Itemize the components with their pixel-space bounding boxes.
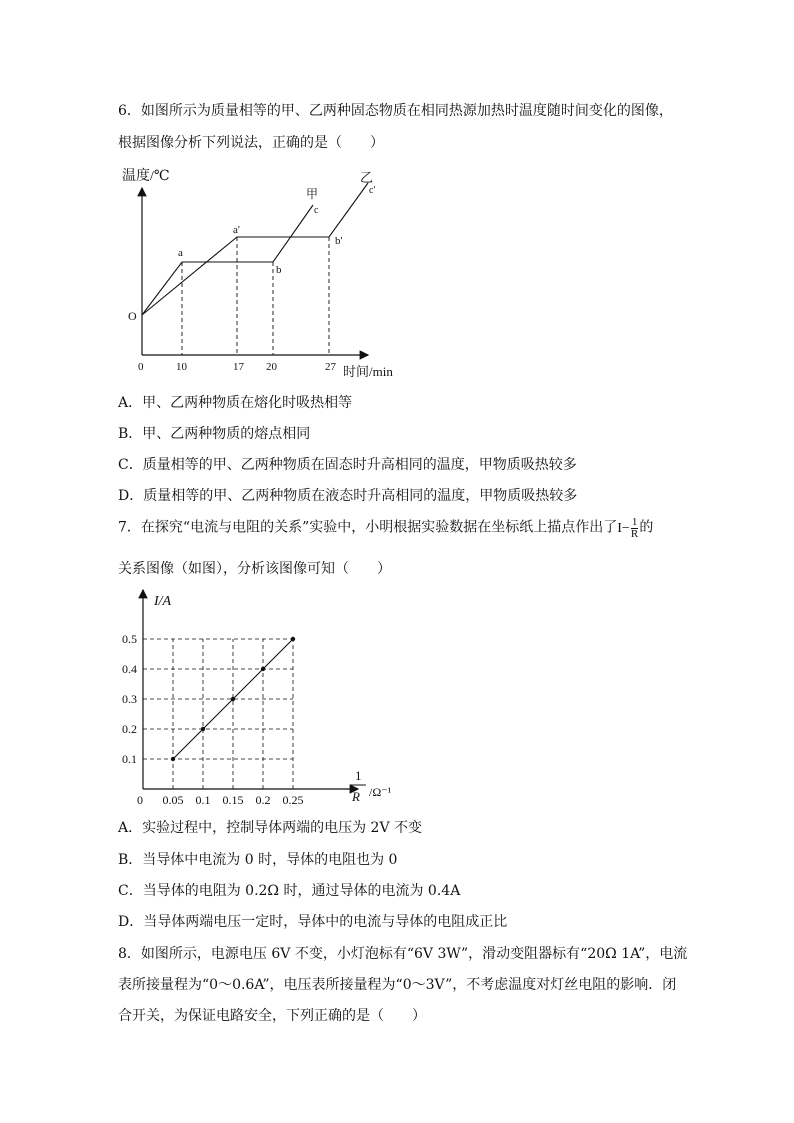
q7-formula-num: 1 — [631, 516, 638, 528]
q7-origin-label: 0 — [137, 793, 143, 807]
q7-x-tick-label: 0.25 — [282, 793, 304, 807]
q7-x-tick-label: 0.2 — [255, 793, 271, 807]
q7-option-a: A．实验过程中，控制导体两端的电压为 2V 不变 — [118, 820, 423, 836]
q7-formula-i: I — [617, 520, 622, 536]
q6-origin-label: O — [128, 309, 137, 323]
q6-stem-line2: 根据图像分析下列说法，正确的是（ ） — [118, 135, 384, 151]
q6-point-a2: a' — [233, 224, 240, 236]
q6-x-tick-10: 10 — [176, 361, 187, 373]
q6-x-tick-17: 17 — [233, 361, 244, 373]
q6-x-label: 时间/min — [343, 364, 393, 379]
q7-chart — [118, 585, 418, 810]
q7-y-tick-label: 0.4 — [122, 662, 137, 676]
q8-stem-line1: 8．如图所示，电源电压 6V 不变，小灯泡标有“6V 3W”，滑动变阻器标有“20Ω 1A”，电流 — [118, 946, 688, 962]
q7-stem-text: 7．在探究“电流与电阻的关系”实验中，小明根据实验数据在坐标纸上描点作出了 — [118, 519, 618, 536]
q7-option-b: B．当导体中电流为 0 时，导体的电阻也为 0 — [118, 852, 398, 868]
q7-y-label: I/A — [154, 594, 172, 609]
q7-x-tick-label: 0.15 — [222, 793, 244, 807]
q6-y-label: 温度/℃ — [122, 169, 170, 184]
q7-x-label-den: R — [352, 789, 360, 804]
q7-y-tick-label: 0.5 — [122, 632, 137, 646]
q6-chart — [110, 160, 410, 385]
q7-y-tick-label: 0.2 — [122, 722, 137, 736]
q7-stem-line1 — [118, 517, 653, 540]
q6-option-b: B．甲、乙两种物质的熔点相同 — [118, 426, 311, 442]
q7-x-tick-label: 0.1 — [195, 793, 211, 807]
q7-stem-line2: 关系图像（如图），分析该图像可知（ ） — [118, 561, 391, 577]
q6-point-c: c — [314, 205, 319, 216]
q7-data-point — [201, 727, 205, 731]
q7-y-tick-label: 0.3 — [122, 692, 137, 706]
q6-point-b2: b' — [335, 235, 343, 247]
q7-data-point — [291, 637, 295, 641]
q6-option-d: D．质量相等的甲、乙两种物质在液态时升高相同的温度，甲物质吸热较多 — [118, 488, 578, 504]
q6-point-a: a — [178, 247, 183, 259]
q7-formula — [617, 516, 639, 540]
q7-x-tick-label: 0.05 — [162, 793, 184, 807]
q7-data-point — [171, 757, 175, 761]
q6-point-c2: c' — [369, 185, 376, 196]
q7-x-label-unit: /Ω⁻¹ — [369, 785, 392, 799]
q7-option-d: D．当导体两端电压一定时，导体中的电流与导体的电阻成正比 — [118, 914, 508, 930]
q7-formula-fraction — [631, 517, 639, 540]
q7-x-label-num: 1 — [355, 768, 362, 783]
q7-stem-tail: 的 — [639, 519, 654, 536]
q8-stem-line2: 表所接量程为“0～0.6A”，电压表所接量程为“0～3V”，不考虑温度对灯丝电阻的影响．闭 — [118, 977, 677, 993]
q8-stem-line3: 合开关，为保证电路安全，下列正确的是（ ） — [118, 1008, 426, 1024]
q6-x-tick-20: 20 — [266, 361, 277, 373]
q6-x-tick-27: 27 — [325, 361, 336, 373]
q7-data-point — [261, 667, 265, 671]
q6-x-tick-0: 0 — [138, 361, 144, 373]
q6-option-a: A．甲、乙两种物质在熔化时吸热相等 — [118, 395, 353, 411]
q6-series-yi-label: 乙 — [360, 170, 374, 185]
q6-stem-line1: 6．如图所示为质量相等的甲、乙两种固态物质在相同热源加热时温度随时间变化的图像， — [118, 103, 673, 119]
q7-option-c: C．当导体的电阻为 0.2Ω 时，通过导体的电流为 0.4A — [118, 883, 461, 899]
q6-point-b: b — [276, 264, 282, 276]
q7-formula-den: R — [630, 528, 639, 540]
q6-series-jia-label: 甲 — [306, 187, 319, 201]
q6-series-jia — [142, 205, 313, 315]
q6-series-yi — [142, 183, 368, 315]
q6-option-c: C．质量相等的甲、乙两种物质在固态时升高相同的温度，甲物质吸热较多 — [118, 457, 577, 473]
q7-y-tick-label: 0.1 — [122, 752, 137, 766]
q7-formula-dash: − — [621, 520, 630, 536]
q7-data-point — [231, 697, 235, 701]
